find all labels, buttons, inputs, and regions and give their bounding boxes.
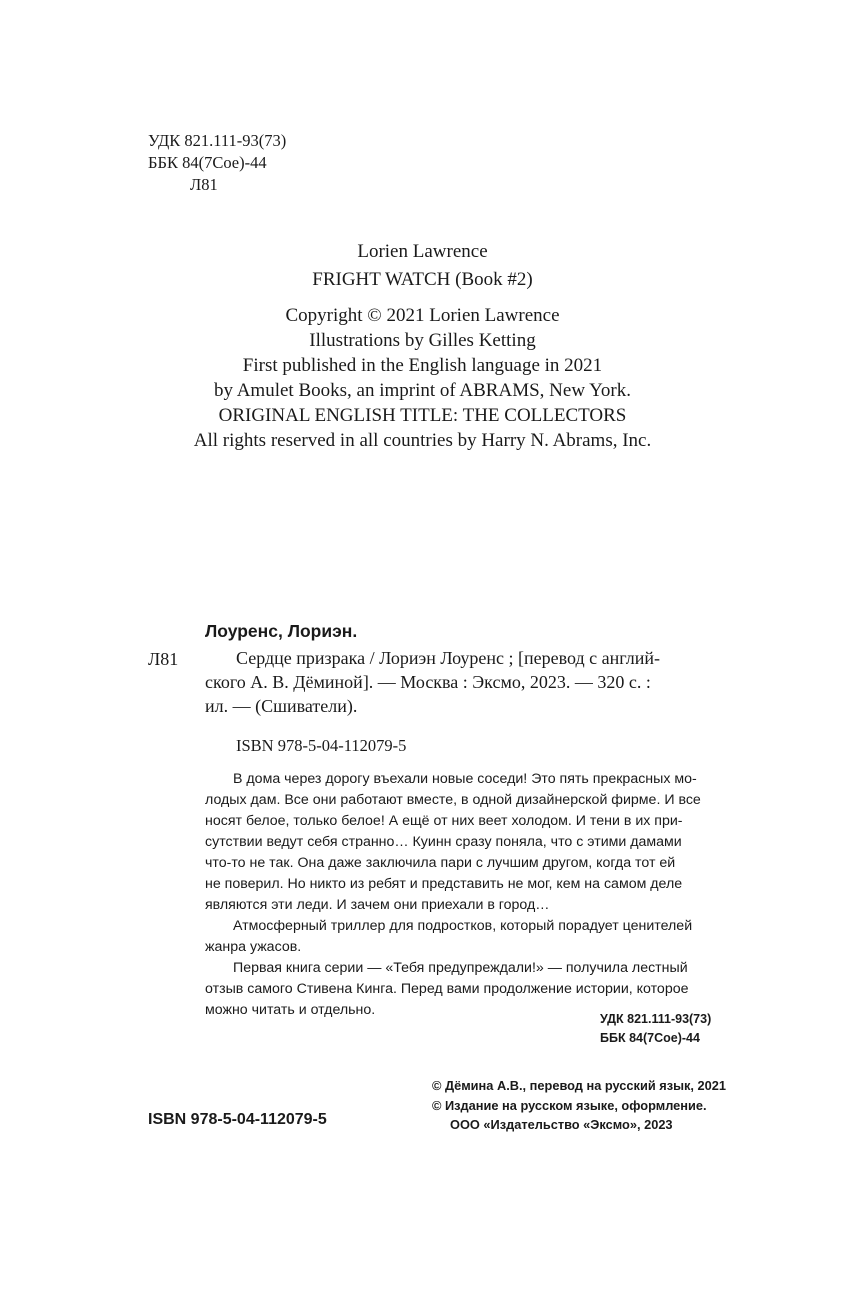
annotation-line: что-то не так. Она даже заключила пари с лучшим другом, когда тот ей [205, 855, 676, 871]
author-code: Л81 [190, 175, 218, 194]
classification-codes [148, 130, 286, 196]
credits-rights [0, 303, 845, 453]
edition-copyright: © Издание на русском языке, оформление. [432, 1097, 707, 1113]
small-classification-codes [600, 1010, 711, 1048]
annotation-line: Атмосферный триллер для подростков, который порадует ценителей [233, 918, 693, 934]
credits-author-title [0, 238, 845, 294]
russian-copyright [432, 1076, 726, 1135]
isbn-bottom: ISBN 978-5-04-112079-5 [148, 1111, 327, 1128]
catalog-author-heading: Лоуренс, Лориэн. [205, 621, 358, 641]
credit-original-title: ORIGINAL ENGLISH TITLE: THE COLLECTORS [218, 405, 627, 426]
catalog-code: Л81 [148, 649, 179, 669]
catalog-description-line: ского А. В. Дёминой]. — Москва : Эксмо, 2023. — 320 с. : [205, 672, 651, 692]
annotation-line: отзыв самого Стивена Кинга. Перед вами продолжение истории, которое [205, 981, 689, 997]
catalog-description [205, 646, 750, 718]
credit-copyright: Copyright © 2021 Lorien Lawrence [285, 305, 560, 326]
credit-publisher: by Amulet Books, an imprint of ABRAMS, New York. [214, 380, 631, 401]
catalog-isbn: ISBN 978-5-04-112079-5 [236, 736, 407, 755]
annotation-text [205, 769, 740, 1021]
translation-copyright: © Дёмина А.В., перевод на русский язык, 2021 [432, 1078, 726, 1093]
annotation-line: В дома через дорогу въехали новые соседи! Это пять прекрасных мо- [233, 771, 697, 787]
annotation-line: сутствии ведут себя странно… Куинн сразу поняла, что с этими дамами [205, 834, 682, 850]
annotation-line: Первая книга серии — «Тебя предупреждали!» — получила лестный [233, 960, 688, 976]
udk-code: УДК 821.111-93(73) [148, 131, 287, 150]
credit-illustrations: Illustrations by Gilles Ketting [309, 330, 536, 351]
bbk-code: ББК 84(7Сое)-44 [148, 153, 267, 172]
credit-author: Lorien Lawrence [357, 241, 488, 262]
annotation-line: жанра ужасов. [205, 939, 302, 955]
credit-first-published: First published in the English language in 2021 [242, 355, 603, 376]
annotation-line: являются эти леди. И зачем они приехали в город… [205, 897, 550, 913]
small-udk-code: УДК 821.111-93(73) [600, 1012, 712, 1026]
annotation-line: не поверил. Но никто из ребят и представить не мог, кем на самом деле [205, 876, 683, 892]
annotation-line: носят белое, только белое! А ещё от них веет холодом. И тени в их при- [205, 813, 683, 829]
catalog-description-line: ил. — (Сшиватели). [205, 696, 358, 716]
catalog-description-line: Сердце призрака / Лориэн Лоуренс ; [перевод с англий- [236, 648, 660, 668]
credit-rights-reserved: All rights reserved in all countries by Harry N. Abrams, Inc. [193, 430, 652, 451]
credit-title: FRIGHT WATCH (Book #2) [312, 269, 533, 290]
annotation-line: лодых дам. Все они работают вместе, в одной дизайнерской фирме. И все [205, 792, 701, 808]
publisher-copyright: ООО «Издательство «Эксмо», 2023 [450, 1117, 673, 1132]
annotation-line: можно читать и отдельно. [205, 1002, 376, 1018]
small-bbk-code: ББК 84(7Сое)-44 [600, 1031, 700, 1045]
